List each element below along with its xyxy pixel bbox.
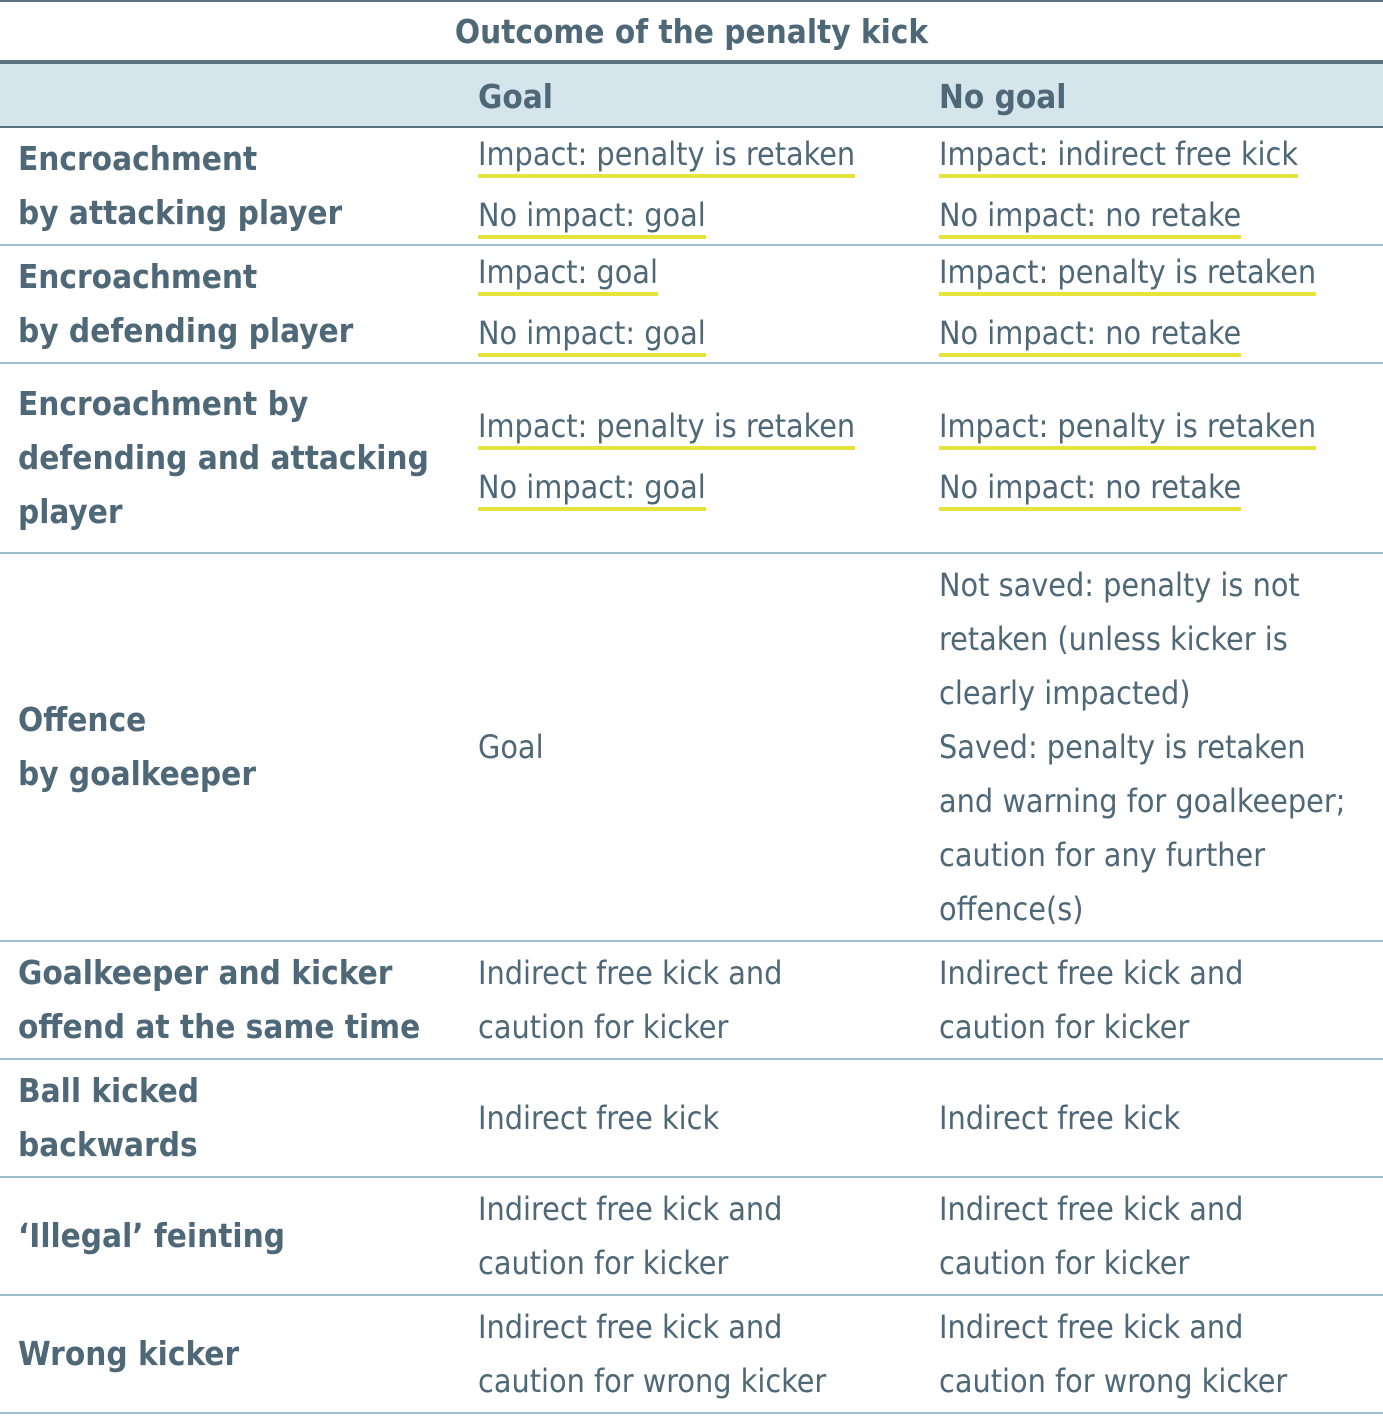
impact-text: Impact: penalty is retaken [939, 406, 1316, 450]
no-impact-text: No impact: no retake [939, 467, 1241, 511]
header-row [0, 64, 1383, 128]
impact-text: Impact: penalty is retaken [478, 134, 855, 178]
no-impact-text: No impact: goal [478, 313, 706, 357]
no-goal-cell [939, 128, 1379, 244]
impact-text: Impact: penalty is retaken [939, 252, 1316, 296]
row-label: Encroachment by attacking player [18, 139, 343, 232]
goal-cell [478, 128, 918, 244]
header-no-goal: No goal [939, 77, 1067, 116]
row-label: Goalkeeper and kicker offend at the same time [18, 953, 421, 1046]
header-goal: Goal [478, 77, 553, 116]
goal-cell [478, 364, 918, 552]
table-row-offence-goalkeeper [0, 554, 1383, 942]
no-goal-cell: Not saved: penalty is not retaken (unless kicker is clearly impacted) Saved: penalty is retaken and warning for goalkeeper; caution for any further offence(s) [939, 566, 1346, 928]
no-impact-text: No impact: goal [478, 195, 706, 239]
table-row-encroachment-attacking [0, 128, 1383, 246]
goal-cell: Indirect free kick [478, 1099, 720, 1137]
impact-text: Impact: penalty is retaken [478, 406, 855, 450]
table-row-ball-kicked-backwards [0, 1060, 1383, 1178]
goal-cell [478, 246, 918, 362]
row-label: Encroachment by defending and attacking player [18, 384, 429, 531]
no-impact-text: No impact: no retake [939, 313, 1241, 357]
no-goal-cell: Indirect free kick and caution for kicker [939, 1190, 1244, 1282]
goal-cell: Indirect free kick and caution for kicker [478, 1190, 783, 1282]
no-goal-cell: Indirect free kick and caution for wrong kicker [939, 1308, 1288, 1400]
impact-text: Impact: indirect free kick [939, 134, 1298, 178]
row-label: Offence by goalkeeper [18, 700, 256, 793]
table-row-wrong-kicker [0, 1296, 1383, 1414]
no-impact-text: No impact: goal [478, 467, 706, 511]
row-label: Wrong kicker [18, 1334, 240, 1373]
table-row-illegal-feinting [0, 1178, 1383, 1296]
impact-text: Impact: goal [478, 252, 658, 296]
no-goal-cell: Indirect free kick [939, 1099, 1181, 1137]
table-row-encroachment-defending [0, 246, 1383, 364]
no-goal-cell [939, 364, 1379, 552]
no-goal-cell: Indirect free kick and caution for kicker [939, 954, 1244, 1046]
row-label: Encroachment by defending player [18, 257, 354, 350]
no-goal-cell [939, 246, 1379, 362]
no-impact-text: No impact: no retake [939, 195, 1241, 239]
row-label: Ball kicked backwards [18, 1071, 200, 1164]
table-row-goalkeeper-and-kicker [0, 942, 1383, 1060]
row-label: ‘Illegal’ feinting [18, 1216, 285, 1255]
table-caption: Outcome of the penalty kick [0, 0, 1383, 64]
goal-cell: Indirect free kick and caution for wrong kicker [478, 1308, 827, 1400]
goal-cell: Goal [478, 728, 544, 766]
goal-cell: Indirect free kick and caution for kicker [478, 954, 783, 1046]
table-row-encroachment-both [0, 364, 1383, 554]
